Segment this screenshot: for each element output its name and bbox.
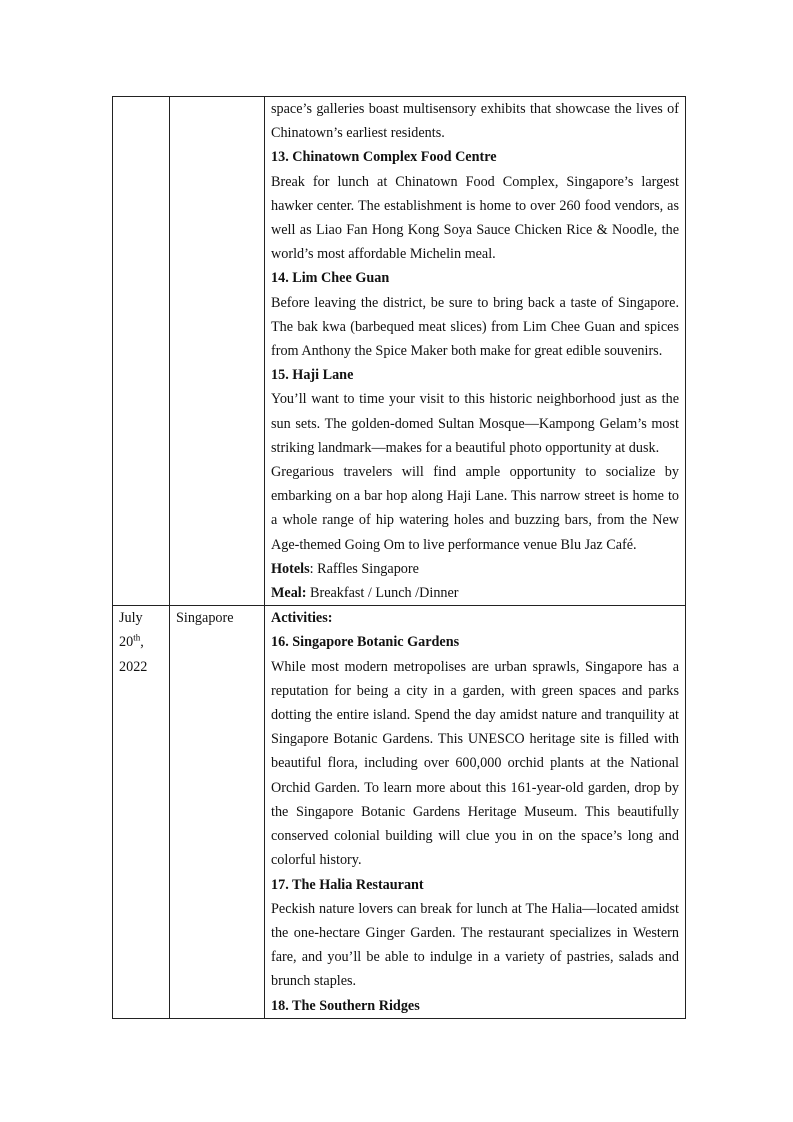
meal-line xyxy=(271,581,679,605)
date-day xyxy=(119,630,163,654)
paragraph-halia-restaurant: Peckish nature lovers can break for lunch at The Halia—located amidst the one-hectare Ginger Garden. The restaurant specializes in Western fare, and you’ll be able to indulge in a variety of pastries, salads and brunch staples. xyxy=(271,900,679,990)
date-cell xyxy=(113,97,170,606)
activities-cell xyxy=(265,606,686,1018)
date-comma: , xyxy=(140,634,144,651)
table-row xyxy=(113,97,686,606)
heading-lim-chee-guan: 14. Lim Chee Guan xyxy=(271,270,390,287)
activities-cell xyxy=(265,97,686,606)
hotels-value: : Raffles Singapore xyxy=(309,560,419,577)
table-row xyxy=(113,606,686,1018)
heading-botanic-gardens: 16. Singapore Botanic Gardens xyxy=(271,634,460,651)
heading-southern-ridges: 18. The Southern Ridges xyxy=(271,997,420,1014)
heading-halia-restaurant: 17. The Halia Restaurant xyxy=(271,876,424,893)
date-cell xyxy=(113,606,170,1018)
hotels-label: Hotels xyxy=(271,560,310,577)
intro-paragraph: space’s galleries boast multisensory exhibits that showcase the lives of Chinatown’s earliest residents. xyxy=(271,101,679,142)
location-cell xyxy=(170,97,265,606)
location-text: Singapore xyxy=(176,610,234,627)
paragraph-chinatown-complex: Break for lunch at Chinatown Food Complex, Singapore’s largest hawker center. The establishment is home to over 260 food vendors, as well as Liao Fan Hong Kong Soya Sauce Chicken Rice & Noodle, the world’s most affordable Michelin meal. xyxy=(271,173,679,263)
paragraph-botanic-gardens: While most modern metropolises are urban sprawls, Singapore has a reputation for being a city in a garden, with green spaces and parks dotting the entire island. Spend the day amidst nature and tranquility at Singapore Botanic Gardens. This UNESCO heritage site is filled with beautiful flora, including over 600,000 orchid plants at the National Orchid Garden. To learn more about this 161-year-old garden, drop by the Singapore Botanic Gardens Heritage Museum. This beautifully conserved colonial building will clue you in on the space’s long and colorful history. xyxy=(271,658,679,869)
location-cell xyxy=(170,606,265,1018)
meal-label: Meal: xyxy=(271,585,307,602)
activities-label: Activities: xyxy=(271,610,333,627)
paragraph-haji-lane-1: You’ll want to time your visit to this historic neighborhood just as the sun sets. The golden-domed Sultan Mosque—Kampong Gelam’s most striking landmark—makes for a beautiful photo opportunity at dusk. xyxy=(271,391,679,456)
hotels-line xyxy=(271,557,679,581)
date-day-number: 20 xyxy=(119,634,134,651)
date-day-suffix: th xyxy=(133,632,141,643)
meal-value: Breakfast / Lunch /Dinner xyxy=(306,585,459,602)
paragraph-haji-lane-2: Gregarious travelers will find ample opportunity to socialize by embarking on a bar hop along Haji Lane. This narrow street is home to a whole range of hip watering holes and buzzing bars, from the New Age-themed Going Om to live performance venue Blu Jaz Café. xyxy=(271,464,679,553)
paragraph-lim-chee-guan: Before leaving the district, be sure to bring back a taste of Singapore. The bak kwa (barbequed meat slices) from Lim Chee Guan and spices from Anthony the Spice Maker both make for great edible souvenirs. xyxy=(271,294,679,360)
itinerary-table xyxy=(112,96,686,1019)
date-month: July xyxy=(119,610,143,627)
heading-haji-lane: 15. Haji Lane xyxy=(271,367,354,384)
date-year: 2022 xyxy=(119,658,148,675)
heading-chinatown-complex: 13. Chinatown Complex Food Centre xyxy=(271,149,497,166)
